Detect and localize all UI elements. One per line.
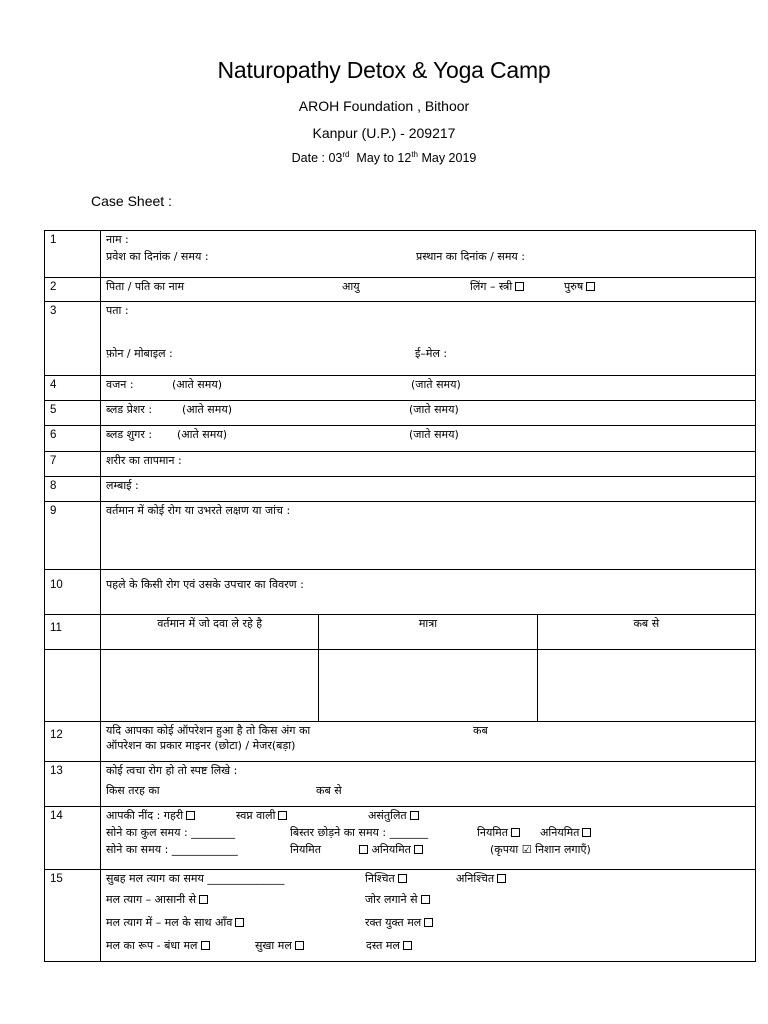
since-column-header: कब से <box>537 615 755 650</box>
weight-arrive-label: (आते समय) <box>172 378 222 391</box>
row-8 <box>45 477 756 502</box>
sugar-depart-label: (जाते समय) <box>409 428 459 441</box>
strain-label: जोर लगाने से <box>365 893 418 906</box>
deep-sleep-checkbox[interactable] <box>186 811 195 820</box>
disturbed-sleep-label: असंतुलित <box>368 809 407 822</box>
unfixed-label: अनिश्चित <box>456 872 495 885</box>
phone-label[interactable]: फ़ोन / मोबाइल : <box>106 347 173 360</box>
skin-since-label[interactable]: कब से <box>316 784 342 797</box>
dry-stool-label: सुखा मल <box>255 939 292 952</box>
operation-type-label[interactable]: ऑपरेशन का प्रकार माइनर (छोटा) / मेजर(बड़ा) <box>106 739 296 752</box>
row-number: 15 <box>45 870 101 962</box>
row-5 <box>45 401 756 426</box>
unfixed-checkbox[interactable] <box>497 874 506 883</box>
strain-checkbox[interactable] <box>421 895 430 904</box>
bedtime-irregular-label: अनियमित <box>371 843 411 856</box>
wake-regular-checkbox[interactable] <box>511 828 520 837</box>
weight-depart-label: (जाते समय) <box>411 378 461 391</box>
bedtime-label[interactable]: सोने का समय : ____________ <box>106 843 238 856</box>
row-10 <box>45 570 756 615</box>
row-13 <box>45 762 756 807</box>
row-number: 2 <box>45 278 101 302</box>
current-disease-label[interactable]: वर्तमान में कोई रोग या उभरते लक्षण या जांच : <box>106 504 291 517</box>
row-number: 8 <box>45 477 101 502</box>
email-label[interactable]: ई–मेल : <box>415 347 448 360</box>
date-mid: May to 12 <box>349 151 412 166</box>
age-label[interactable]: आयु <box>342 280 360 293</box>
skin-type-label[interactable]: किस तरह का <box>106 784 160 797</box>
note-suffix: निशान लगाएँ) <box>535 843 591 856</box>
row-number: 7 <box>45 452 101 477</box>
total-sleep-label[interactable]: सोने का कुल समय : ________ <box>106 826 236 839</box>
row-number: 11 <box>45 615 101 650</box>
row-14 <box>45 807 756 870</box>
father-name-label[interactable]: पिता / पति का नाम <box>106 280 185 293</box>
wake-irregular-checkbox[interactable] <box>582 828 591 837</box>
row-4 <box>45 376 756 401</box>
row-7 <box>45 452 756 477</box>
organization-name: AROH Foundation , Bithoor <box>298 98 470 114</box>
dream-sleep-checkbox[interactable] <box>278 811 287 820</box>
row-3 <box>45 302 756 376</box>
body-temperature-label[interactable]: शरीर का तापमान : <box>106 454 182 467</box>
disturbed-sleep-checkbox[interactable] <box>410 811 419 820</box>
row-content <box>101 570 756 615</box>
weight-label[interactable]: वजन : <box>106 378 134 391</box>
row-content <box>101 807 756 870</box>
row-content <box>101 231 756 278</box>
form-title: Naturopathy Detox & Yoga Camp <box>217 57 551 83</box>
sleep-label: आपकी नींद : गहरी <box>106 809 184 822</box>
row-number: 13 <box>45 762 101 807</box>
row-content <box>101 762 756 807</box>
easy-stool-label: मल त्याग – आसानी से <box>106 893 197 906</box>
gender-female-label: लिंग – स्त्री <box>470 280 513 293</box>
row-number: 6 <box>45 426 101 452</box>
blood-sugar-label[interactable]: ब्लड शुगर : <box>106 428 153 441</box>
bedtime-regular-label: नियमित <box>290 843 322 856</box>
date-sup-2: th <box>411 150 418 159</box>
row-11-body <box>45 650 756 722</box>
date-suffix: May 2019 <box>418 151 477 166</box>
operation-organ-label[interactable]: यदि आपका कोई ऑपरेशन हुआ है तो किस अंग का <box>106 724 311 737</box>
row-content <box>101 401 756 426</box>
dose-cell[interactable] <box>319 650 537 722</box>
female-checkbox[interactable] <box>515 282 524 291</box>
camp-dates <box>0 150 768 165</box>
since-cell[interactable] <box>537 650 755 722</box>
dream-sleep-label: स्वप्न वाली <box>236 809 276 822</box>
row-11-header <box>45 615 756 650</box>
row-number: 12 <box>45 722 101 762</box>
row-content <box>101 452 756 477</box>
row-content <box>101 376 756 401</box>
checkmark-icon: ☑ <box>521 843 532 856</box>
admit-date-label[interactable]: प्रवेश का दिनांक / समय : <box>106 250 209 263</box>
formed-stool-checkbox[interactable] <box>201 941 210 950</box>
bp-depart-label: (जाते समय) <box>409 403 459 416</box>
blood-stool-checkbox[interactable] <box>424 918 433 927</box>
mucus-checkbox[interactable] <box>235 918 244 927</box>
address-label[interactable]: पता : <box>106 304 129 317</box>
height-label[interactable]: लम्बाई : <box>106 479 139 492</box>
row-1 <box>45 231 756 278</box>
row-number: 5 <box>45 401 101 426</box>
row-2 <box>45 278 756 302</box>
blood-stool-label: रक्त युक्त मल <box>365 916 422 929</box>
row-content <box>101 870 756 962</box>
row-content <box>101 722 756 762</box>
name-label[interactable]: नाम : <box>106 233 129 246</box>
dose-column-header: मात्रा <box>319 615 537 650</box>
bp-arrive-label: (आते समय) <box>182 403 232 416</box>
case-sheet-table <box>44 230 756 962</box>
sugar-arrive-label: (आते समय) <box>177 428 227 441</box>
operation-when-label[interactable]: कब <box>473 724 488 737</box>
leave-date-label[interactable]: प्रस्थान का दिनांक / समय : <box>416 250 525 263</box>
row-number: 1 <box>45 231 101 278</box>
date-sup-1: rd <box>342 150 350 159</box>
bedtime-irregular-checkbox[interactable] <box>414 845 423 854</box>
row-15 <box>45 870 756 962</box>
gender-male-label: पुरुष <box>564 280 584 293</box>
morning-stool-time-label[interactable]: सुबह मल त्याग का समय ______________ <box>106 872 285 885</box>
row-9 <box>45 502 756 570</box>
row-6 <box>45 426 756 452</box>
easy-stool-checkbox[interactable] <box>199 895 208 904</box>
row-content <box>101 477 756 502</box>
past-disease-label[interactable]: पहले के किसी रोग एवं उसके उपचार का विवरण : <box>106 578 304 591</box>
fixed-checkbox[interactable] <box>398 874 407 883</box>
row-content <box>101 502 756 570</box>
row-content <box>101 302 756 376</box>
case-sheet-heading: Case Sheet : <box>91 193 172 209</box>
male-checkbox[interactable] <box>586 282 595 291</box>
skin-disease-label[interactable]: कोई त्वचा रोग हो तो स्पष्ट लिखे : <box>106 764 238 777</box>
row-12 <box>45 722 756 762</box>
mucus-label: मल त्याग में – मल के साथ आँव <box>106 916 233 929</box>
bedtime-regular-checkbox[interactable] <box>359 845 368 854</box>
row-number-empty <box>45 650 101 722</box>
wake-time-label[interactable]: बिस्तर छोड़ने का समय : _______ <box>290 826 429 839</box>
note-prefix: (कृपया <box>490 843 519 856</box>
wake-irregular-label: अनियमित <box>540 826 580 839</box>
wake-regular-label: नियमित <box>477 826 509 839</box>
organization-address: Kanpur (U.P.) - 209217 <box>312 125 456 141</box>
row-number: 4 <box>45 376 101 401</box>
medicine-column-header: वर्तमान में जो दवा ले रहे है <box>101 615 319 650</box>
medicine-cell[interactable] <box>101 650 319 722</box>
row-content <box>101 278 756 302</box>
date-prefix: Date : 03 <box>291 151 343 166</box>
row-number: 14 <box>45 807 101 870</box>
loose-stool-label: दस्त मल <box>366 939 400 952</box>
row-number: 3 <box>45 302 101 376</box>
fixed-label: निश्चित <box>365 872 395 885</box>
row-number: 9 <box>45 502 101 570</box>
dry-stool-checkbox[interactable] <box>295 941 304 950</box>
row-number: 10 <box>45 570 101 615</box>
row-content <box>101 426 756 452</box>
formed-stool-label: मल का रूप - बंधा मल <box>106 939 198 952</box>
blood-pressure-label[interactable]: ब्लड प्रेशर : <box>106 403 153 416</box>
loose-stool-checkbox[interactable] <box>403 941 412 950</box>
